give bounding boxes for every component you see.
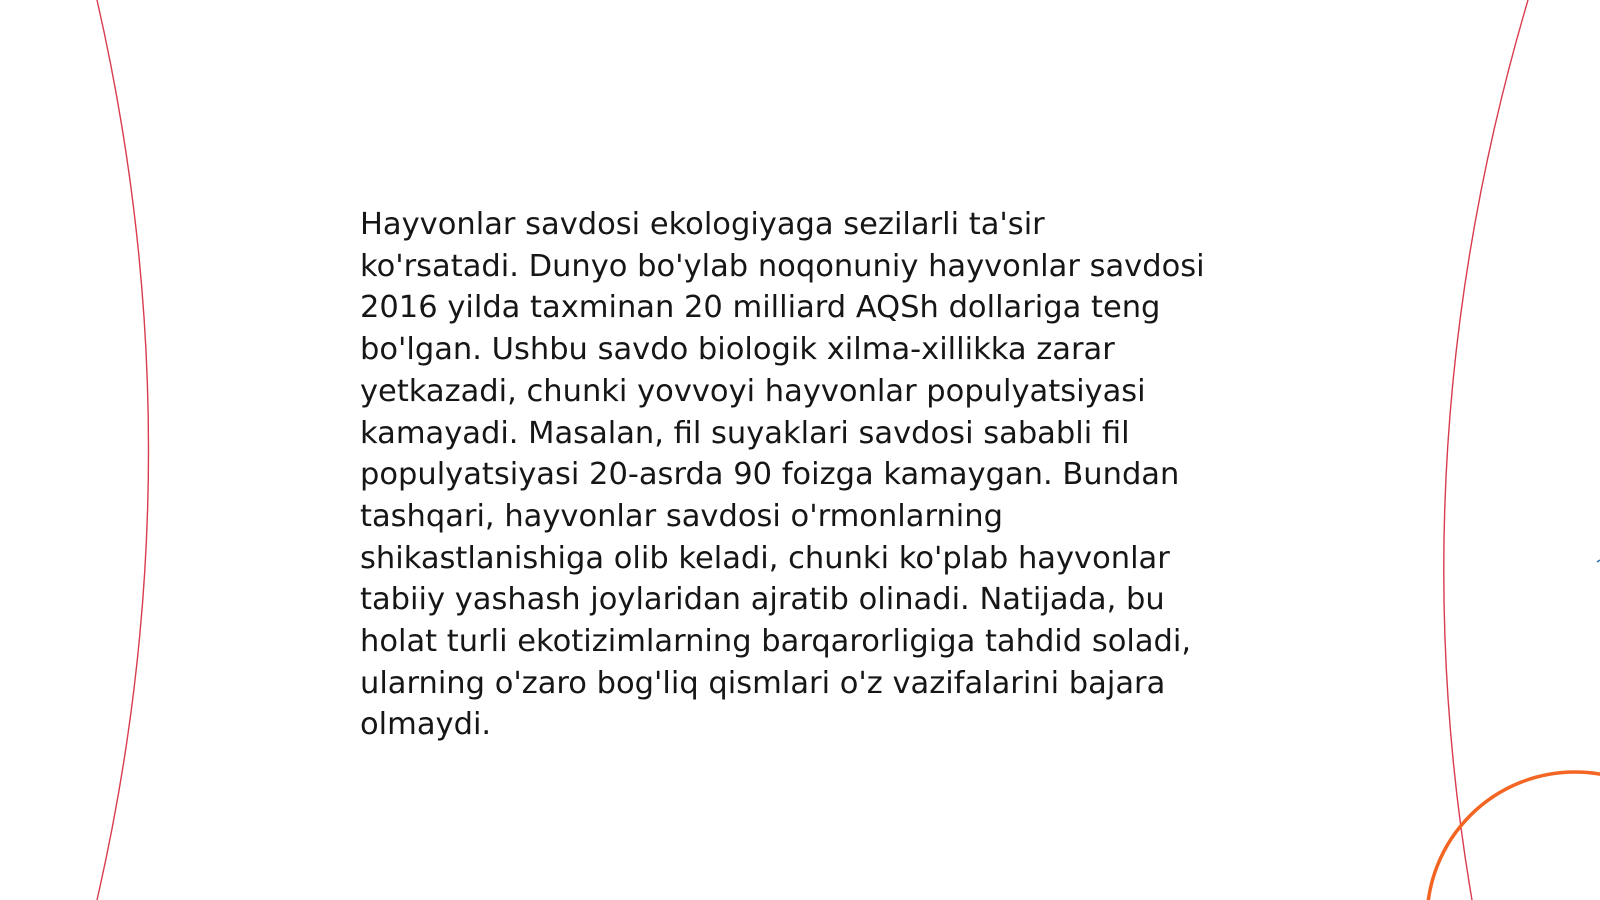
right-arc-line bbox=[1444, 0, 1528, 900]
left-arc-line bbox=[97, 0, 149, 900]
accent-circle-outline bbox=[1427, 772, 1600, 900]
slide-body-text: Hayvonlar savdosi ekologiyaga sezilarli ta'sir ko'rsatadi. Dunyo bo'ylab noqonuniy hayvonlar savdosi 2016 yilda taxminan 20 milliard AQSh dollariga teng bo'lgan. Ushbu savdo biologik xilma-xillikka zarar yetkazadi, chunki yovvoyi hayvonlar populyatsiyasi kamayadi. Masalan, fil suyaklari savdosi sababli fil populyatsiyasi 20-asrda 90 foizga kamaygan. Bundan tashqari, hayvonlar savdosi o'rmonlarning shikastlanishiga olib keladi, chunki ko'plab hayvonlar tabiiy yashash joylaridan ajratib olinadi. Natijada, bu holat turli ekotizimlarning barqarorligiga tahdid soladi, ularning o'zaro bog'liq qismlari o'z vazifalarini bajara olmaydi. bbox=[360, 207, 1205, 743]
